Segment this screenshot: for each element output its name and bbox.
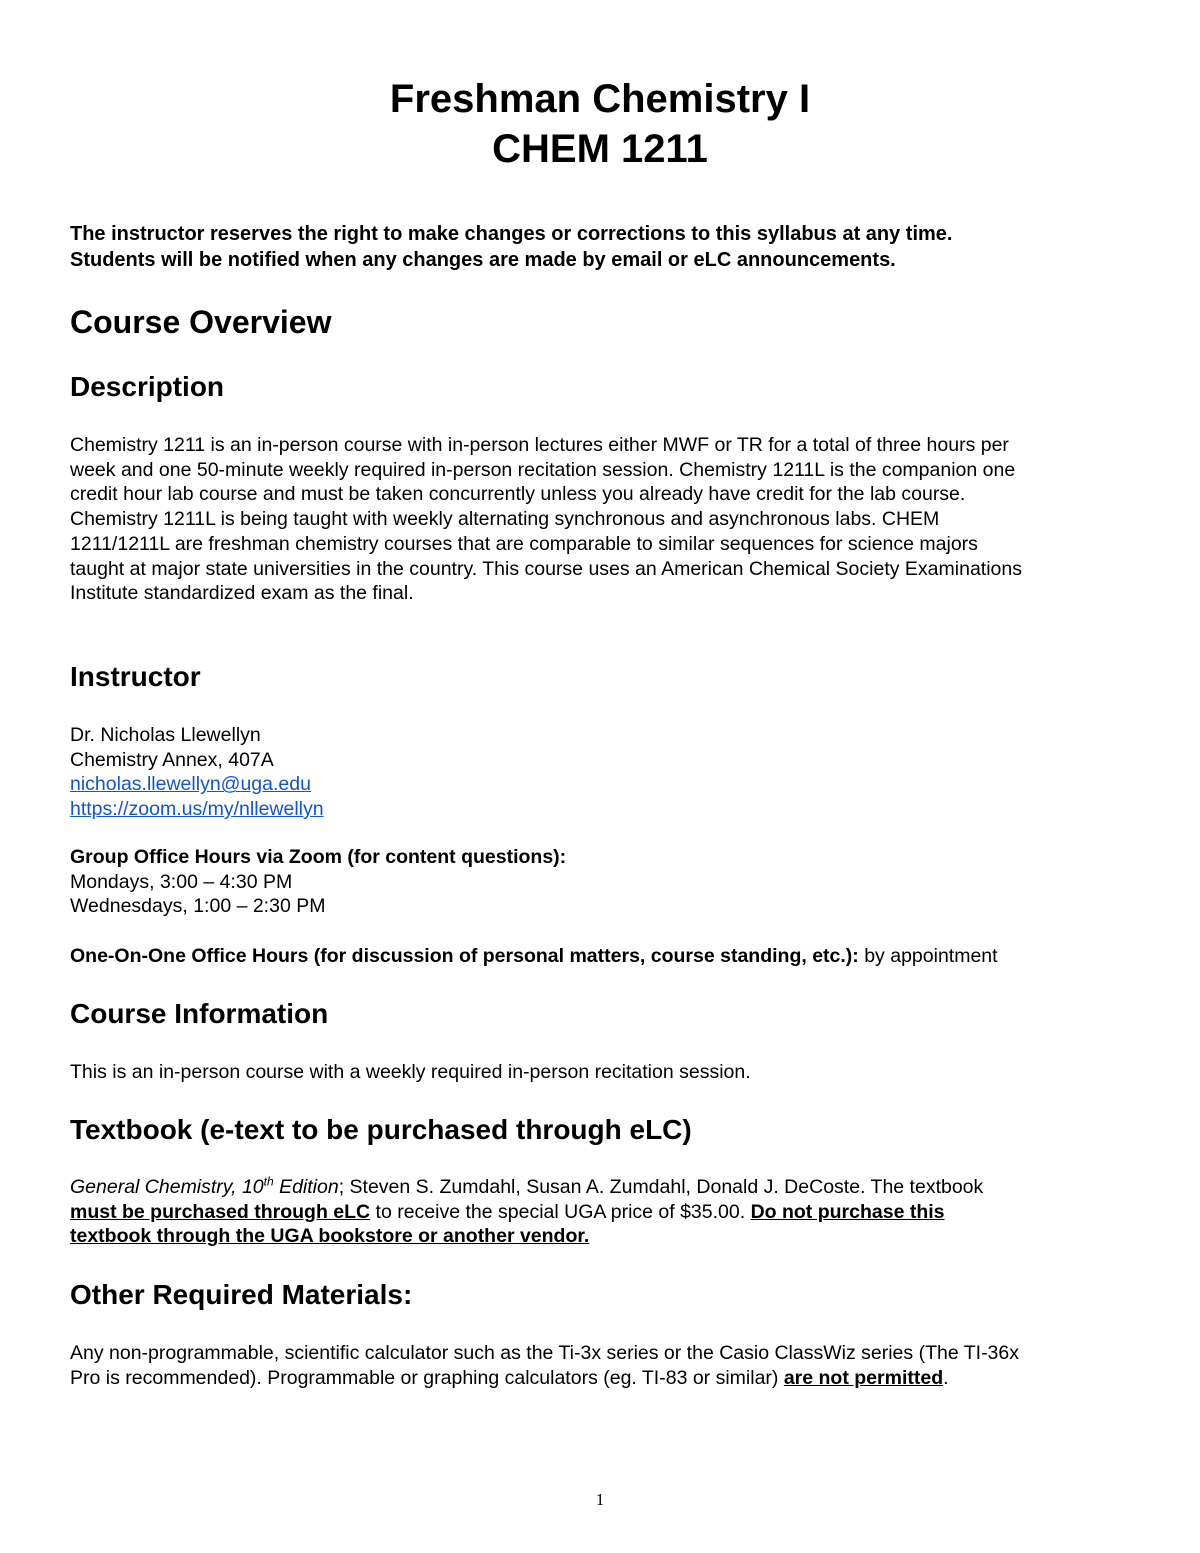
description-line: 1211/1211L are freshman chemistry courses that are comparable to similar sequences for science majors [70,532,978,555]
course-information-text: This is an in-person course with a weekly required in-person recitation session. [70,1061,751,1083]
textbook-authors: ; Steven S. Zumdahl, Susan A. Zumdahl, Donald J. DeCoste. The textbook [338,1176,984,1198]
description-line: Chemistry 1211L is being taught with weekly alternating synchronous and asynchronous labs. CHEM [70,508,940,531]
textbook-price: to receive the special UGA price of $35.00. [370,1200,751,1223]
course-code: CHEM 1211 [492,127,708,171]
one-on-one-office-hours [70,944,1145,969]
calculator-restriction: are not permitted [783,1366,944,1389]
textbook-heading: Textbook (e-text to be purchased through eLC) [70,1114,692,1145]
calculator-line: Any non-programmable, scientific calculator such as the Ti-3x series or the Casio ClassWiz series (The TI-36x [70,1342,1019,1364]
calculator-line: Pro is recommended). Programmable or graphing calculators (eg. TI-83 or similar) [70,1366,784,1389]
description-line: week and one 50-minute weekly required in-person recitation session. Chemistry 1211L is the companion one [70,458,1016,481]
textbook-warning-continued: textbook through the UGA bookstore or another vendor. [70,1225,590,1248]
one-on-one-label: One-On-One Office Hours (for discussion of personal matters, course standing, etc.): [70,945,859,967]
instructor-heading: Instructor [70,661,201,692]
textbook-purchase-requirement: must be purchased through eLC [70,1200,371,1223]
textbook-title: General Chemistry, 10th Edition [70,1174,339,1198]
description-heading: Description [70,371,225,402]
textbook-warning: Do not purchase this [750,1200,945,1223]
course-title: Freshman Chemistry I [389,77,811,121]
description-line: Chemistry 1211 is an in-person course with in-person lectures either MWF or TR for a total of three hours per [70,434,1009,456]
group-office-hours [70,845,1145,919]
textbook-text [70,1175,1145,1249]
one-on-one-value: by appointment [858,945,998,967]
instructor-email-link[interactable]: nicholas.llewellyn@uga.edu [70,773,311,796]
office-hours-wednesday: Wednesdays, 1:00 – 2:30 PM [70,895,326,918]
instructor-office: Chemistry Annex, 407A [70,748,274,771]
description-text [70,433,1145,606]
other-materials-text: Any non-programmable, scientific calculator such as the Ti-3x series or the Casio ClassWiz series (The TI-36x Pro is recommended). Programmable or graphing calculators (eg. TI-83 or similar) are not permitted. [70,1341,1145,1390]
syllabus-notice-line1: The instructor reserves the right to make changes or corrections to this syllabus at any time. [70,223,953,245]
instructor-name: Dr. Nicholas Llewellyn [70,724,261,746]
page-number: 1 [595,1490,605,1509]
instructor-contact [70,723,1145,822]
instructor-zoom-link[interactable]: https://zoom.us/my/nllewellyn [70,798,324,821]
course-information-heading: Course Information [70,998,329,1029]
group-office-hours-label: Group Office Hours via Zoom (for content questions): [70,846,567,868]
office-hours-monday: Mondays, 3:00 – 4:30 PM [70,870,293,893]
syllabus-notice-line2: Students will be notified when any changes are made by email or eLC announcements. [70,249,896,271]
other-materials-heading: Other Required Materials: [70,1279,413,1310]
description-line: taught at major state universities in the country. This course uses an American Chemical Society Examinations [70,557,1022,580]
course-overview-heading: Course Overview [70,304,332,340]
description-line: Institute standardized exam as the final. [70,582,414,605]
description-line: credit hour lab course and must be taken concurrently unless you already have credit for the lab course. [70,483,966,506]
